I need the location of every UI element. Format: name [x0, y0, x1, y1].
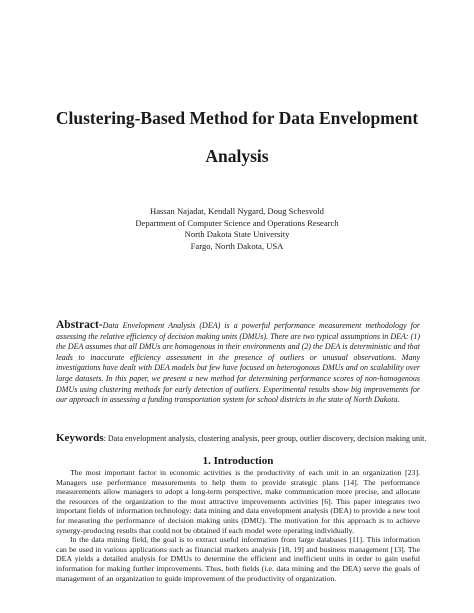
section-heading-introduction: 1. Introduction [202, 455, 274, 467]
paper-title-line1: Clustering-Based Method for Data Envelopment [55, 108, 419, 128]
author-block [60, 206, 414, 252]
paper-title-line2: Analysis [205, 146, 269, 166]
introduction-paragraph-2: In the data mining field, the goal is to extract useful information from large databases [11]. This information can be used in various applications such as financial markets analysis [18, 19] and business management [13]. The DEA yields a detailed analysis for DMUs to determine the efficient and inefficient units in order to gain useful information for making further improvements. Thus, both fields (i.e. data mining and the DEA) serve the goals of management of an organization to guide improvement of the productivity of organization. [56, 535, 420, 583]
keywords-label: Keywords [56, 432, 104, 444]
introduction-body [56, 468, 420, 583]
keywords-text: : Data envelopment analysis, clustering analysis, peer group, outlier discovery, decision making unit. [103, 434, 427, 443]
affiliation-city: Fargo, North Dakota, USA [190, 240, 284, 251]
abstract [56, 320, 420, 406]
author-names: Hassan Najadat, Kendall Nygard, Doug Schesvold [150, 206, 324, 216]
abstract-label: Abstract- [56, 319, 103, 331]
affiliation-department: Department of Computer Science and Operations Research [135, 217, 339, 228]
introduction-paragraph-1: The most important factor in economic activities is the productivity of each unit in an organization [23]. Managers use performance measurements to help them to provide strategic plans [14]. The performance measurements allow managers to adopt a long-term perspective, make communication more precise, and allocate the resources of the organization to the most attractive improvements activities [6]. This paper integrates two important fields of information technology: data mining and data envelopment analysis (DEA) to provide a new tool for measuring the performance of decision making units (DMU). The motivation for this approach is to achieve synergy-producing results that could not be obtained if each model were operating individually. [56, 468, 420, 535]
affiliation-university: North Dakota State University [184, 229, 290, 239]
keywords [56, 432, 426, 445]
abstract-text: Data Envelopment Analysis (DEA) is a powerful performance measurement methodology for assessing the relative efficiency of decision making units (DMUs). There are two typical assumptions in DEA: (1) the DEA assumes that all DMUs are homogenous in their environments and (2) the DEA is deterministic and that leads to inaccurate efficiency assessment in the presence of outliers or unusual observations. Many investigations have dealt with DEA models but few have focused on heterogonous DMUs and on scalability over large datasets. In this paper, we present a new method for determining performance scores of non-homogenous DMUs using clustering methods for early detection of outliers. Experimental results show big improvements for our approach in assessing a funding transportation system for school districts in the state of North Dakota. [56, 321, 420, 405]
